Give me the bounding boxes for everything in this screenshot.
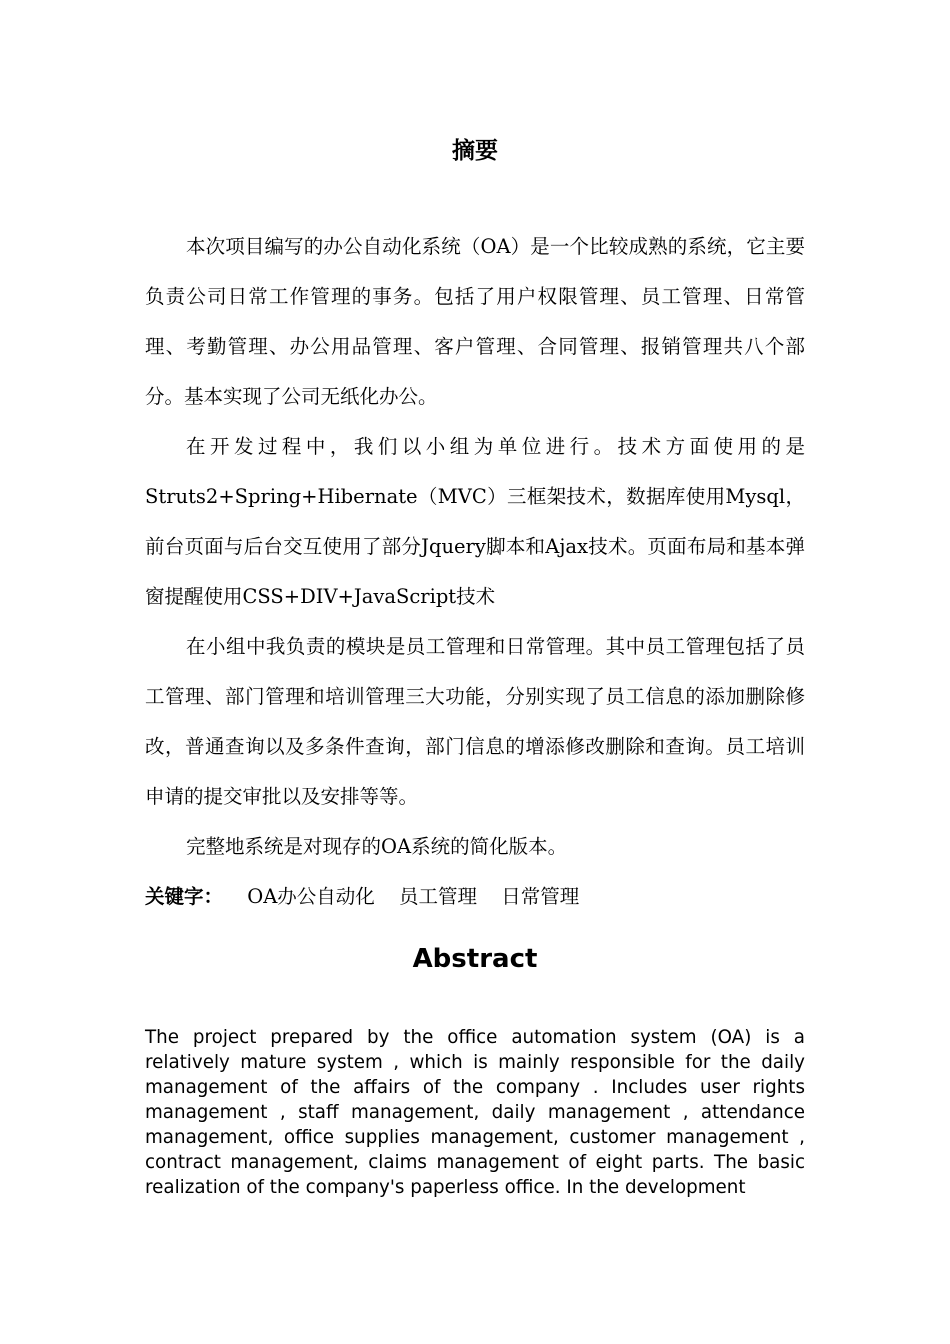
keywords-label: 关键字： (145, 885, 224, 908)
keyword-item: 日常管理 (501, 885, 580, 908)
abstract-body-en: The project prepared by the office automation system (OA) is a relatively mature system , which is mainly responsible for the daily management of the affairs of the company . Includes user rights management , staff management, daily management , attendance management, office supplies management, customer management , contract management, claims management of eight parts. The basic realization of the company's paperless office. In the development (145, 1027, 805, 1198)
paragraph-cn-3: 在小组中我负责的模块是员工管理和日常管理。其中员工管理包括了员工管理、部门管理和培训管理三大功能，分别实现了员工信息的添加删除修改，普通查询以及多条件查询，部门信息的增添修改删除和查询。员工培训申请的提交审批以及安排等等。 (145, 635, 805, 808)
paragraph-cn-4: 完整地系统是对现存的OA系统的简化版本。 (186, 835, 568, 858)
keyword-item: 员工管理 (399, 885, 478, 908)
keywords-line (145, 872, 805, 922)
abstract-heading-cn: 摘要 (452, 138, 498, 164)
abstract-body-cn (145, 222, 805, 922)
paragraph-cn-1: 本次项目编写的办公自动化系统（OA）是一个比较成熟的系统，它主要负责公司日常工作管理的事务。包括了用户权限管理、员工管理、日常管理、考勤管理、办公用品管理、客户管理、合同管理、报销管理共八个部分。基本实现了公司无纸化办公。 (145, 235, 805, 408)
keyword-item: OA办公自动化 (247, 885, 375, 908)
abstract-heading-en: Abstract (412, 944, 538, 974)
paragraph-cn-2: 在开发过程中，我们以小组为单位进行。技术方面使用的是Struts2+Spring+Hibernate（MVC）三框架技术，数据库使用Mysql，前台页面与后台交互使用了部分Jquery脚本和Ajax技术。页面布局和基本弹窗提醒使用CSS+DIV+JavaScript技术 (145, 435, 805, 608)
